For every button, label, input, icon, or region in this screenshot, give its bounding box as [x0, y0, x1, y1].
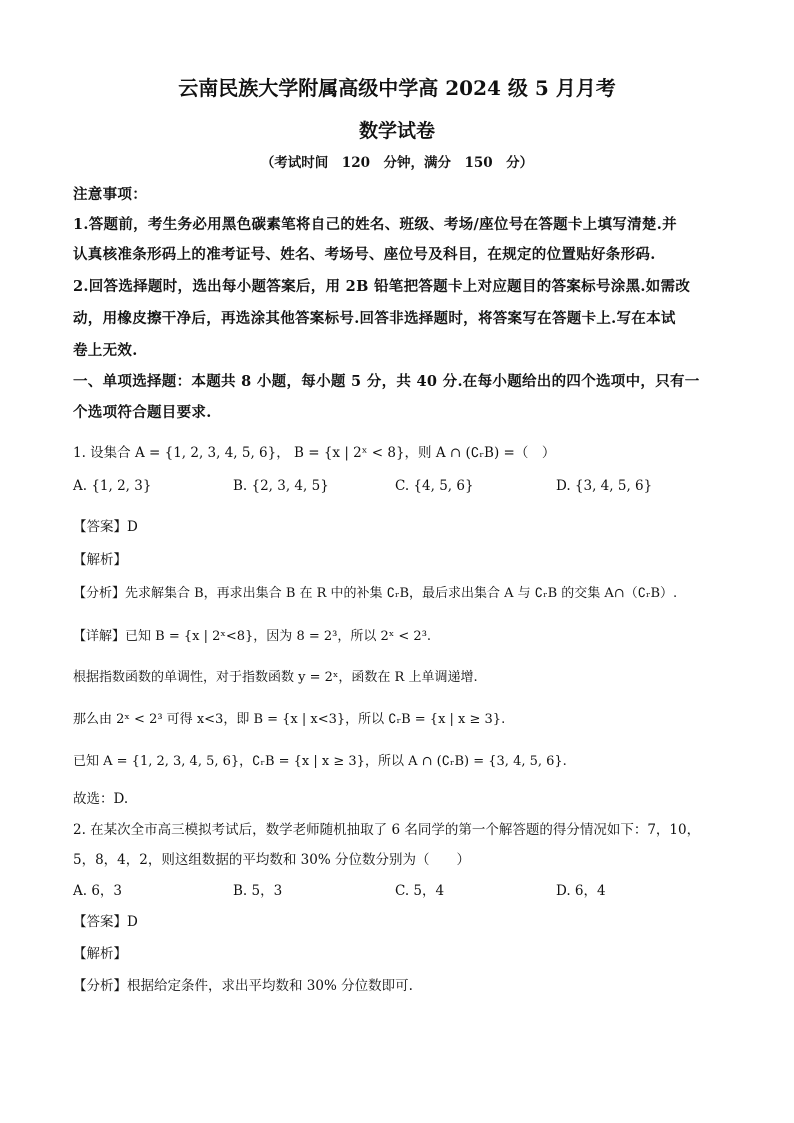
question-1-conclusion: 故选：D.	[73, 791, 129, 807]
option-b: B. 5，3	[233, 883, 283, 899]
option-c: C. {4, 5, 6}	[395, 478, 474, 494]
notes-heading: 注意事项：	[73, 186, 147, 203]
question-2-answer: 【答案】D	[73, 914, 138, 930]
question-1-analysis: 【分析】先求解集合 B，再求出集合 B 在 R 中的补集 ∁ᵣB，最后求出集合 A 与 ∁ᵣB 的交集 A∩（∁ᵣB）.	[73, 586, 678, 601]
question-2-stem: 2. 在某次全市高三模拟考试后，数学老师随机抽取了 6 名同学的第一个解答题的得分情况如下：7，10，	[73, 822, 701, 838]
notes-line: 2.回答选择题时，选出每小题答案后，用 2B 铅笔把答题卡上对应题目的答案标号涂黑.如需改	[73, 278, 691, 295]
question-2-analysis: 【分析】根据给定条件，求出平均数和 30% 分位数即可.	[73, 978, 413, 994]
question-2-analysis-label: 【解析】	[73, 946, 127, 962]
option-c: C. 5，4	[395, 883, 445, 899]
option-a: A. 6，3	[73, 883, 123, 899]
exam-subtitle: 数学试卷	[358, 120, 435, 142]
option-b: B. {2, 3, 4, 5}	[233, 478, 329, 494]
question-1-analysis-label: 【解析】	[73, 552, 127, 568]
section-heading-cont: 个选项符合题目要求.	[73, 404, 212, 421]
option-a: A. {1, 2, 3}	[73, 478, 152, 494]
notes-line: 1.答题前，考生务必用黑色碳素笔将自己的姓名、班级、考场/座位号在答题卡上填写清楚.并	[73, 216, 677, 233]
question-1-stem: 1. 设集合 A = {1, 2, 3, 4, 5, 6}， B = {x | 2ˣ < 8}，则 A ∩ (∁ᵣB) =（ ）	[73, 445, 556, 461]
notes-line: 动，用橡皮擦干净后，再选涂其他答案标号.回答非选择题时，将答案写在答题卡上.写在本试	[73, 310, 676, 327]
question-1-detail: 根据指数函数的单调性，对于指数函数 y = 2ˣ，函数在 R 上单调递增.	[73, 670, 478, 685]
question-1-detail: 那么由 2ˣ < 2³ 可得 x<3，即 B = {x | x<3}，所以 ∁ᵣB = {x | x ≥ 3}.	[73, 712, 506, 727]
exam-info: （考试时间 120 分钟，满分 150 分）	[260, 155, 534, 171]
option-d: D. 6，4	[556, 883, 606, 899]
notes-line: 认真核准条形码上的准考证号、姓名、考场号、座位号及科目，在规定的位置贴好条形码.	[73, 246, 656, 263]
question-1-detail: 已知 A = {1, 2, 3, 4, 5, 6}，∁ᵣB = {x | x ≥ 3}，所以 A ∩ (∁ᵣB) = {3, 4, 5, 6}.	[73, 754, 567, 769]
question-1-detail: 【详解】已知 B = {x | 2ˣ<8}，因为 8 = 2³，所以 2ˣ < 2³.	[73, 629, 432, 644]
question-2-stem-cont: 5，8，4，2，则这组数据的平均数和 30% 分位数分别为（ ）	[73, 852, 470, 868]
notes-line: 卷上无效.	[73, 342, 138, 359]
question-1-answer: 【答案】D	[73, 519, 138, 535]
section-heading: 一、单项选择题：本题共 8 小题，每小题 5 分，共 40 分.在每小题给出的四个选项中，只有一	[73, 373, 700, 390]
exam-title: 云南民族大学附属高级中学高 2024 级 5 月月考	[178, 76, 616, 100]
option-d: D. {3, 4, 5, 6}	[556, 478, 653, 494]
